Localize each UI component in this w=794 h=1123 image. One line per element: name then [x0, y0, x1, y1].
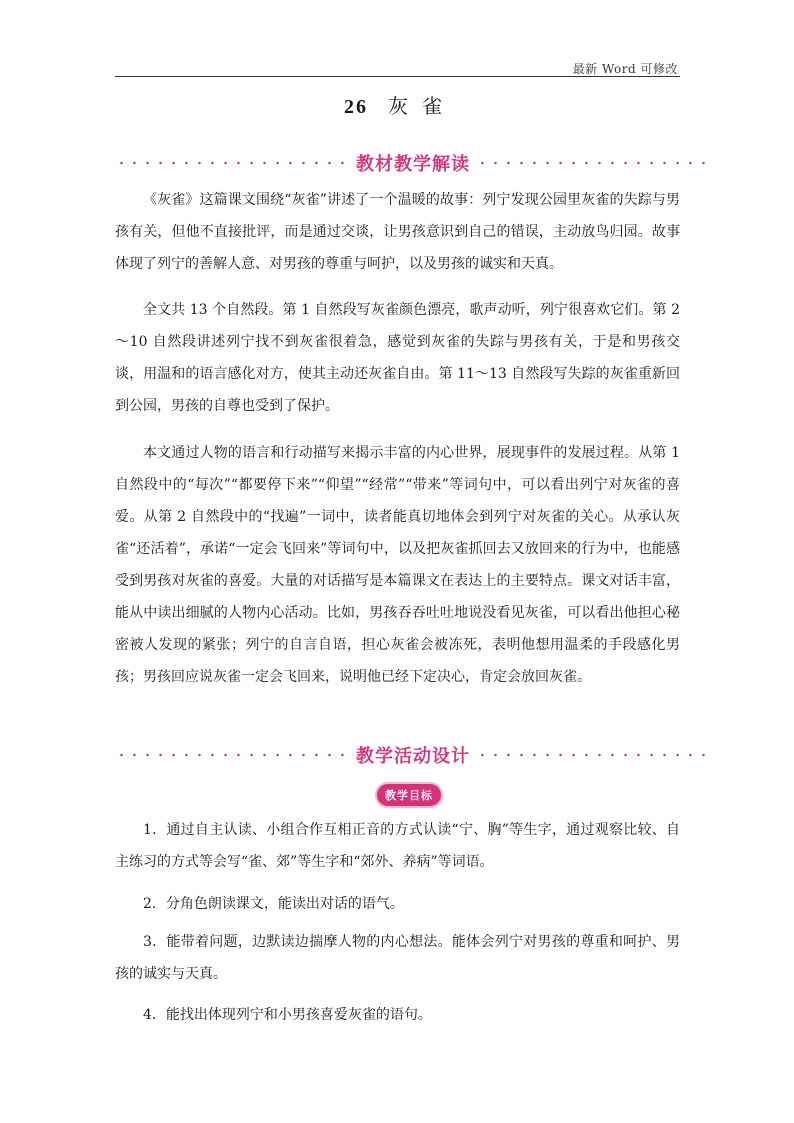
dotted-divider-left — [115, 161, 350, 165]
header-rule — [115, 76, 680, 77]
section-title-textbook-reading: 教材教学解读 — [356, 154, 470, 175]
goal-item-3: 3．能带着问题，边默读边揣摩人物的内心想法。能体会列宁对男孩的尊重和呵护、男孩的诚实与天真。 — [115, 934, 680, 982]
teaching-goals-badge-label: 教学目标 — [385, 789, 433, 802]
teaching-goals-badge — [377, 784, 441, 806]
page-header-text: 最新 Word 可修改 — [572, 62, 678, 76]
goal-item-4: 4．能找出体现列宁和小男孩喜爱灰雀的语句。 — [143, 1007, 432, 1023]
goal-item-1: 1．通过自主认读、小组合作互相正音的方式认读“宁、胸”等生字，通过观察比较、自主练习的方式等会写“雀、郊”等生字和“郊外、养病”等词语。 — [115, 822, 680, 870]
section-banner-textbook-reading — [115, 150, 711, 176]
dotted-divider-right — [476, 161, 711, 165]
dotted-divider-left — [115, 753, 350, 757]
goal-item-2: 2．分角色朗读课文，能读出对话的语气。 — [143, 896, 404, 912]
paragraph-analysis: 本文通过人物的语言和行动描写来揭示丰富的内心世界，展现事件的发展过程。从第 1 自然段中的“每次”“都要停下来”“仰望”“经常”“带来”等词句中，可以看出列宁对灰雀的喜爱。从第 2 自然段中的“找遍”一词中，读者能真切地体会到列宁对灰雀的关心。从承认灰雀“还活着”，承诺“一定会飞回来”等词句中，以及把灰雀抓回去又放回来的行为中，也能感受到男孩对灰雀的喜爱。大量的对话描写是本篇课文在表达上的主要特点。课文对话丰富，能从中读出细腻的人物内心活动。比如，男孩吞吞吐吐地说没看见灰雀，可以看出他担心秘密被人发现的紧张；列宁的自言自语，担心灰雀会被冻死，表明他想用温柔的手段感化男孩；男孩回应说灰雀一定会飞回来，说明他已经下定决心，肯定会放回灰雀。 — [115, 445, 680, 685]
lesson-title — [0, 90, 794, 119]
section-title-activity-design: 教学活动设计 — [356, 746, 470, 767]
lesson-title-char-1: 灰 — [388, 94, 410, 118]
paragraph-intro: 《灰雀》这篇课文围绕“灰雀”讲述了一个温暖的故事：列宁发现公园里灰雀的失踪与男孩有关，但他不直接批评，而是通过交谈，让男孩意识到自己的错误，主动放鸟归园。故事体现了列宁的善解人意、对男孩的尊重与呵护，以及男孩的诚实和天真。 — [115, 192, 680, 272]
paragraph-structure: 全文共 13 个自然段。第 1 自然段写灰雀颜色漂亮，歌声动听，列宁很喜欢它们。第 2～10 自然段讲述列宁找不到灰雀很着急，感觉到灰雀的失踪与男孩有关，于是和男孩交谈，用温和的语言感化对方，使其主动还灰雀自由。第 11～13 自然段写失踪的灰雀重新回到公园，男孩的自尊也受到了保护。 — [115, 302, 680, 414]
section-banner-activity-design — [115, 742, 711, 768]
lesson-number: 26 — [344, 96, 368, 118]
lesson-title-char-2: 雀 — [422, 94, 444, 118]
dotted-divider-right — [476, 753, 711, 757]
